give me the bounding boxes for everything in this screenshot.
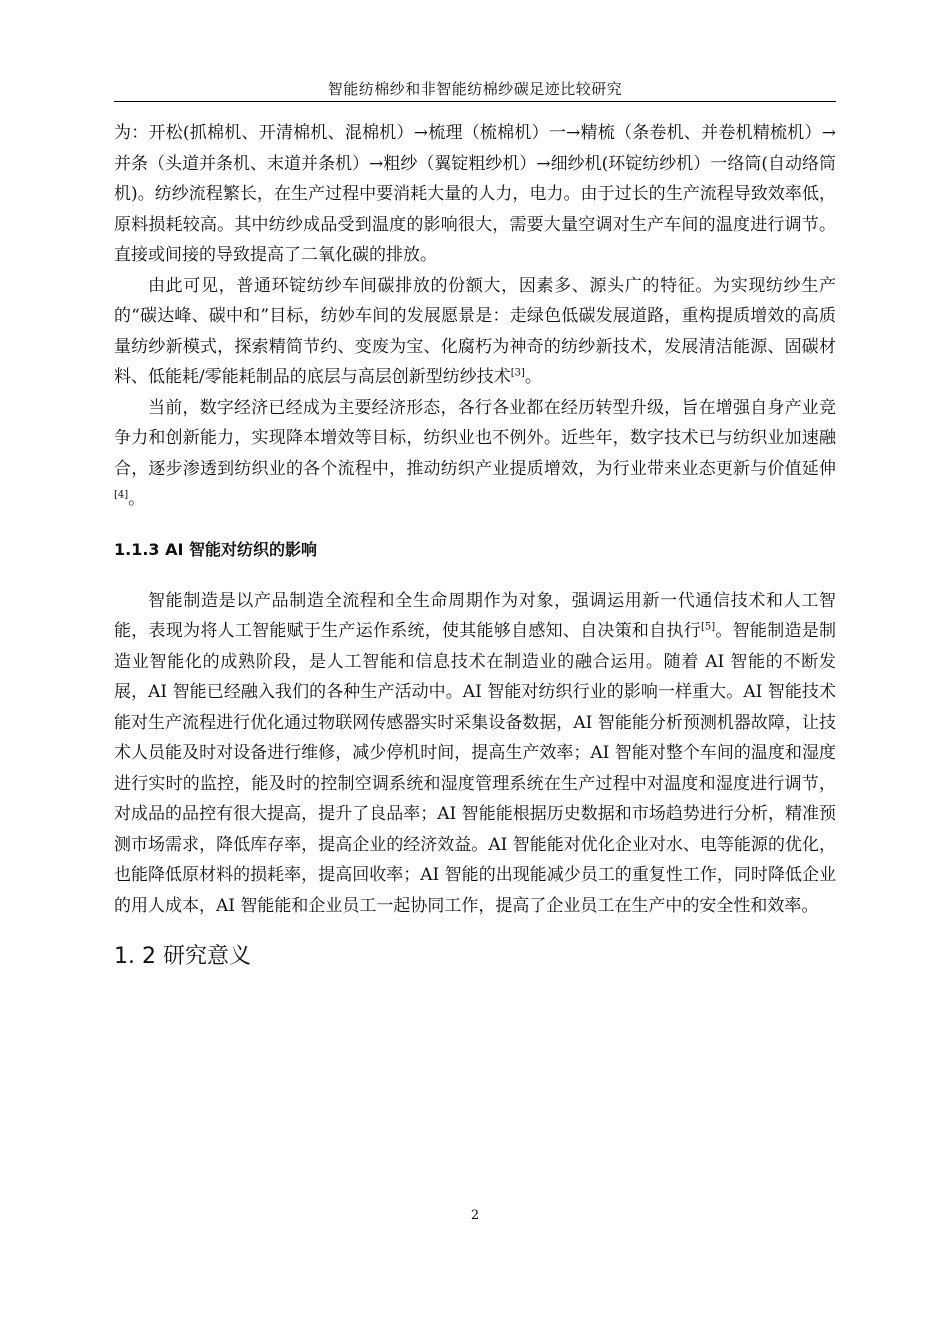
page-number: 2 [470, 1208, 480, 1223]
running-header: 智能纺棉纱和非智能纺棉纱碳足迹比较研究 [327, 80, 623, 98]
paragraph-text: 为：开松(抓棉机、开清棉机、混棉机）→梳理（梳棉机）一→精梳（条卷机、并卷机精梳机）→并条（头道并条机、末道并条机）→粗纱（翼锭粗纱机）→细纱机(环锭纺纱机）一络筒(自动络筒机)。纺纱流程繁长，在生产过程中要消耗大量的人力，电力。由于过长的生产流程导致效率低，原料损耗较高。其中纺纱成品受到温度的影响很大，需要大量空调对生产车间的温度进行调节。直接或间接的导致提高了二氧化碳的排放。 [114, 123, 836, 265]
paragraph-text: 由此可见，普通环锭纺纱车间碳排放的份额大，因素多、源头广的特征。为实现纺纱生产的“碳达峰、碳中和”目标，纺妙车间的发展愿景是：走绿色低碳发展道路，重构提质增效的高质量纺纱新模式，探索精简节约、变废为宝、化腐朽为神奇的纺纱新技术，发展清洁能源、固碳材料、低能耗/零能耗制品的底层与高层创新型纺纱技术 [114, 275, 836, 387]
paragraph-text: 当前，数字经济已经成为主要经济形态，各行各业都在经历转型升级，旨在增强自身产业竞争力和创新能力，实现降本增效等目标，纺织业也不例外。近些年，数字技术已与纺织业加速融合，逐步渗透到纺织业的各个流程中，推动纺织产业提质增效，为行业带来业态更新与价值延伸 [114, 397, 836, 479]
header-divider [114, 101, 836, 102]
paragraph-ai-manufacturing [114, 586, 836, 922]
citation-ref: [4] [114, 489, 129, 501]
citation-ref: [3] [510, 367, 525, 379]
paragraph-end: 。 [128, 489, 146, 509]
page-body [114, 118, 836, 970]
paragraph-carbon-emission [114, 271, 836, 393]
paragraph-text: 智能制造是以产品制造全流程和全生命周期作为对象，强调运用新一代通信技术和人工智能，表现为将人工智能赋于生产运作系统，使其能够自感知、自决策和自执行 [114, 590, 836, 641]
paragraph-process-flow [114, 118, 836, 271]
paragraph-text: 。智能制造是制造业智能化的成熟阶段，是人工智能和信息技术在制造业的融合运用。随着 AI 智能的不断发展，AI 智能已经融入我们的各种生产活动中。AI 智能对纺织行业的影响一样重大。AI 智能技术能对生产流程进行优化通过物联网传感器实时采集设备数据，AI 智能能分析预测机器故障，让技术人员能及时对设备进行维修，减少停机时间，提高生产效率；AI 智能对整个车间的温度和湿度进行实时的监控，能及时的控制空调系统和湿度管理系统在生产过程中对温度和湿度进行调节，对成品的品控有很大提高，提升了良品率；AI 智能能根据历史数据和市场趋势进行分析，精准预测市场需求，降低库存率，提高企业的经济效益。AI 智能能对优化企业对水、电等能源的优化，也能降低原材料的损耗率，提高回收率；AI 智能的出现能减少员工的重复性工作，同时降低企业的用人成本，AI 智能能和企业员工一起协同工作，提高了企业员工在生产中的安全性和效率。 [114, 621, 837, 916]
paragraph-digital-economy [114, 393, 836, 515]
paragraph-end: 。 [524, 367, 542, 387]
citation-ref: [5] [700, 621, 716, 633]
subsection-heading: 1.1.3 AI 智能对纺织的影响 [114, 539, 318, 559]
section-heading: 1. 2 研究意义 [114, 944, 251, 969]
